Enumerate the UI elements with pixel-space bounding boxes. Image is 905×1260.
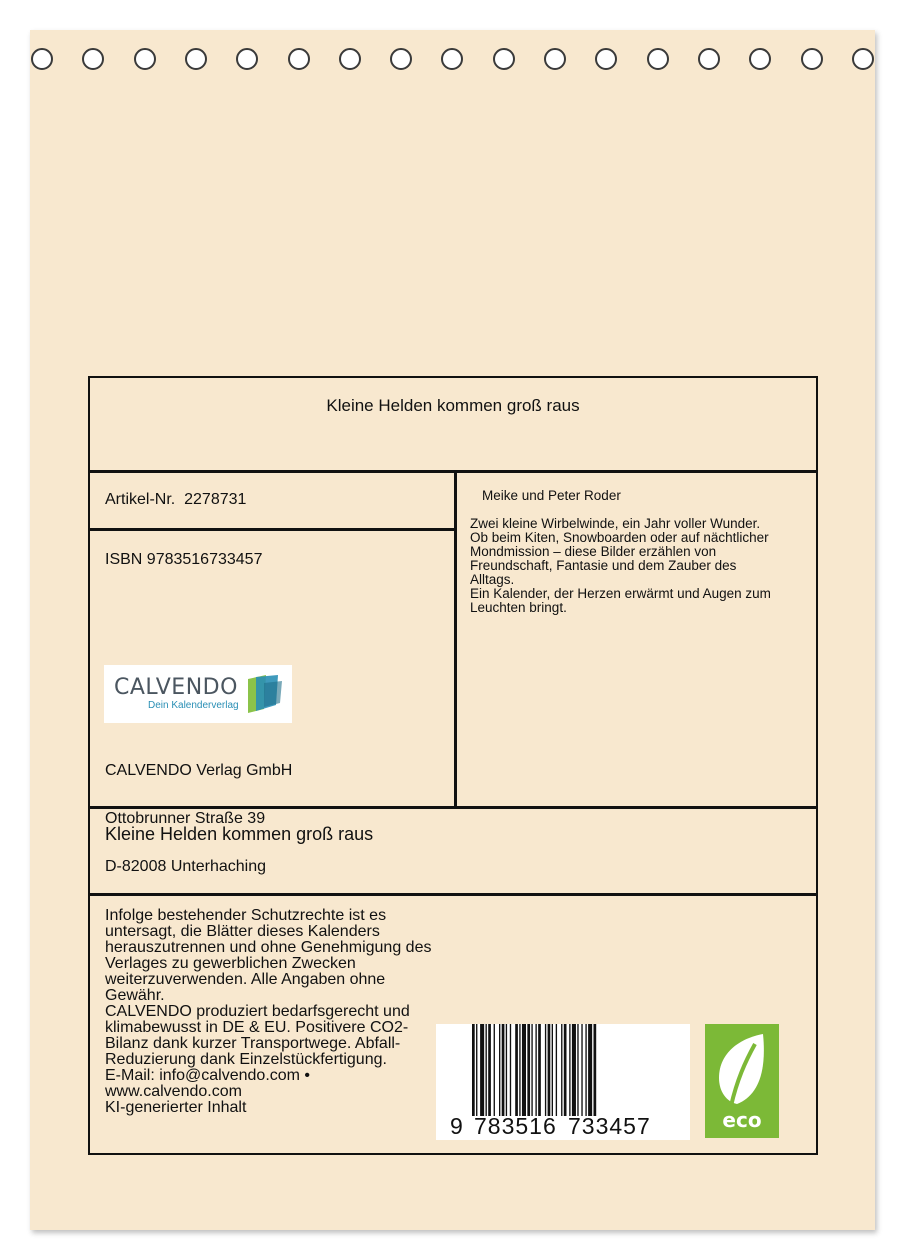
barcode-bar	[510, 1024, 511, 1116]
barcode-bar	[561, 1024, 562, 1116]
barcode-bar	[577, 1024, 578, 1116]
barcode-bar	[569, 1024, 570, 1116]
barcode-bar	[519, 1024, 520, 1116]
leaf-icon	[711, 1030, 773, 1108]
publisher-name: CALVENDO Verlag GmbH	[105, 762, 293, 779]
spiral-binding	[0, 0, 905, 80]
calendar-title: Kleine Helden kommen groß raus	[326, 396, 580, 415]
barcode-bar	[527, 1024, 530, 1116]
eco-badge	[705, 1024, 779, 1138]
binding-hole	[288, 48, 310, 70]
barcode-bar	[499, 1024, 500, 1116]
barcode-bar	[535, 1024, 536, 1116]
calvendo-logo	[104, 665, 292, 723]
publisher-city: D-82008 Unterhaching	[105, 858, 266, 875]
logo-wordmark: CALVENDO	[114, 675, 238, 700]
publisher-address	[105, 731, 292, 907]
eco-label: eco	[722, 1108, 762, 1132]
barcode-group-2: 733457	[568, 1113, 651, 1139]
barcode-bar	[506, 1024, 507, 1116]
barcode-bar	[494, 1024, 495, 1116]
binding-hole	[82, 48, 104, 70]
binding-hole	[493, 48, 515, 70]
barcode-bar	[488, 1024, 491, 1116]
isbn: ISBN 9783516733457	[105, 551, 263, 568]
barcode-bar	[548, 1024, 551, 1116]
barcode-bar	[588, 1024, 592, 1116]
binding-hole	[595, 48, 617, 70]
barcode-bar	[585, 1024, 586, 1116]
publisher-street: Ottobrunner Straße 39	[105, 810, 266, 827]
binding-hole	[134, 48, 156, 70]
barcode-bar	[472, 1024, 475, 1116]
barcode-bar	[502, 1024, 505, 1116]
binding-hole	[544, 48, 566, 70]
barcode-bar	[538, 1024, 541, 1116]
barcode-bar	[564, 1024, 567, 1116]
barcode-digit-first: 9	[450, 1113, 463, 1139]
binding-hole	[31, 48, 53, 70]
divider	[90, 470, 816, 473]
divider	[454, 470, 457, 808]
binding-hole	[185, 48, 207, 70]
barcode-bar	[594, 1024, 597, 1116]
barcode-bar	[581, 1024, 582, 1116]
barcode-bar	[552, 1024, 553, 1116]
binding-hole	[236, 48, 258, 70]
barcode-group-1: 783516	[474, 1113, 557, 1139]
barcode-bar	[486, 1024, 487, 1116]
binding-hole	[390, 48, 412, 70]
logo-mark-icon	[244, 673, 284, 715]
article-value: 2278731	[184, 491, 247, 508]
description: Zwei kleine Wirbelwinde, ein Jahr voller Wunder. Ob beim Kiten, Snowboarden oder auf nächtlicher Mondmission – diese Bilder erzählen von Freundschaft, Fantasie und dem Zauber des Alltags. Ein Kalender, der Herzen erwärmt und Augen zum Leuchten bringt.	[470, 516, 771, 615]
subtitle: Kleine Helden kommen groß raus	[105, 824, 374, 844]
barcode-bar	[556, 1024, 557, 1116]
barcode-bar	[545, 1024, 546, 1116]
binding-hole	[698, 48, 720, 70]
binding-hole	[852, 48, 874, 70]
binding-hole	[801, 48, 823, 70]
barcode-bar	[572, 1024, 576, 1116]
binding-hole	[647, 48, 669, 70]
legal-notice: Infolge bestehender Schutzrechte ist es untersagt, die Blätter dieses Kalenders herauszutrennen und ohne Genehmigung des Verlages zu gewerblichen Zwecken weiterzuverwenden. Alle Angaben ohne Gewähr. CALVENDO produziert bedarfsgerecht und klimabewusst in DE & EU. Positivere CO2- Bilanz dank kurzer Transportwege. Abfall- Reduzierung dank Einzelstückfertigung. E-Mail: info@calvendo.com • www.calvendo.com KI-generierter Inhalt	[105, 907, 432, 1116]
barcode-bar	[480, 1024, 484, 1116]
info-frame	[88, 376, 818, 1155]
barcode-bar	[522, 1024, 526, 1116]
binding-hole	[749, 48, 771, 70]
barcode-bar	[515, 1024, 518, 1116]
binding-hole	[441, 48, 463, 70]
barcode-bars	[472, 1024, 652, 1116]
divider	[90, 528, 454, 531]
binding-hole	[339, 48, 361, 70]
authors: Meike und Peter Roder	[482, 488, 621, 503]
logo-tagline: Dein Kalenderverlag	[148, 700, 239, 711]
isbn-barcode	[436, 1024, 690, 1140]
article-number	[105, 492, 246, 508]
barcode-bar	[476, 1024, 477, 1116]
barcode-bar	[531, 1024, 532, 1116]
article-label: Artikel-Nr.	[105, 491, 176, 508]
